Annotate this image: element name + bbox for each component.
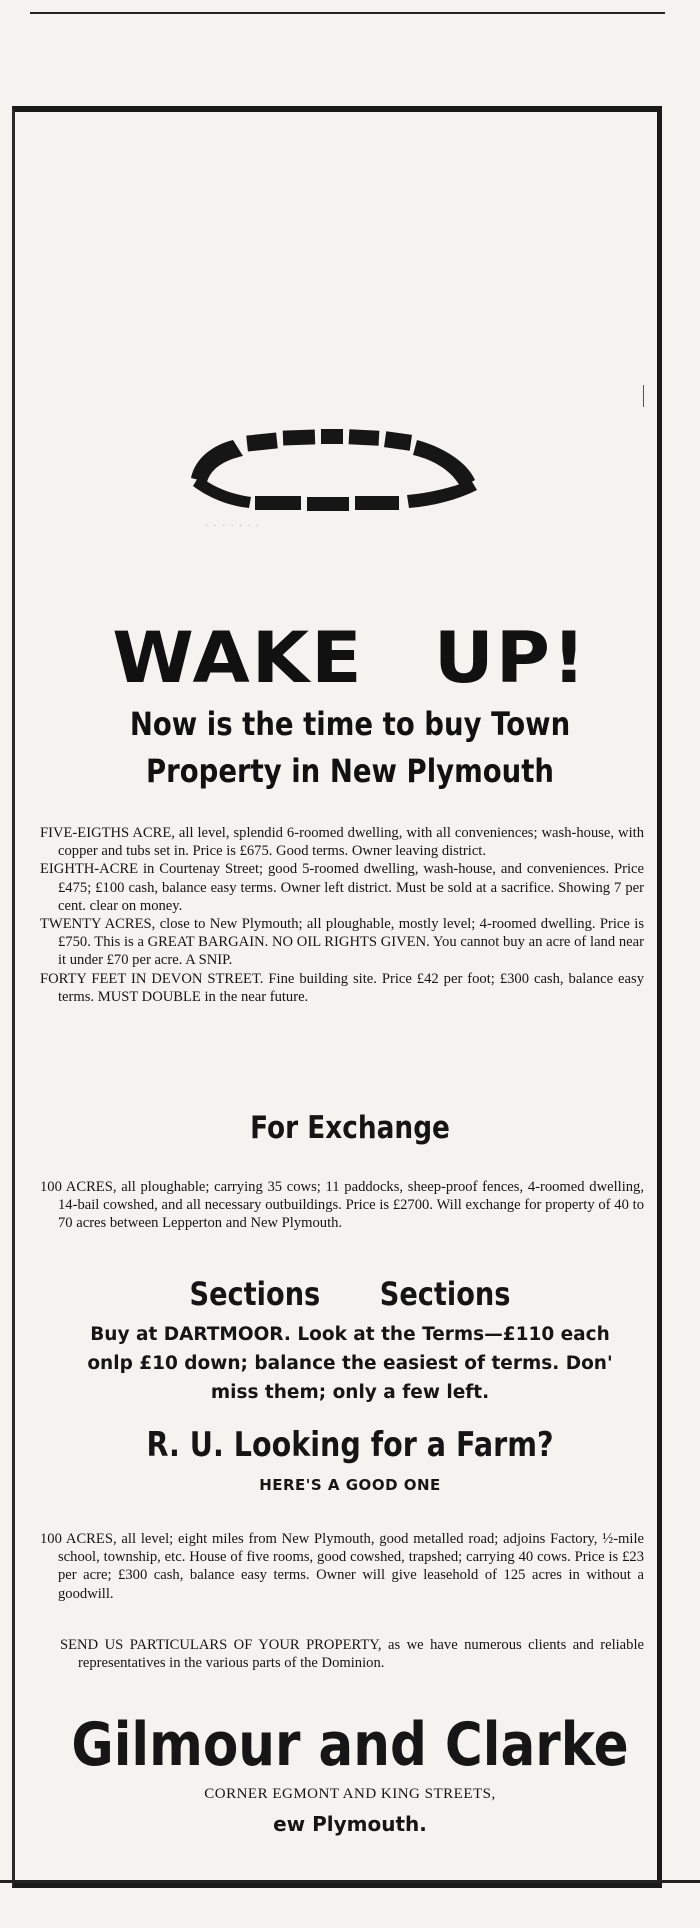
page-top-rule bbox=[30, 12, 665, 14]
farm-listing: 100 ACRES, all level; eight miles from New Plymouth, good metalled road; adjoins Factory, ½-mile school, township, etc. House of five rooms, good cowshed, trapshed; carrying 40 cows. Price is £23 per acre; £300 cash, balance easy terms. Owner will give leasehold of 125 acres in without a goodwill. bbox=[40, 1531, 644, 1602]
listing-twenty-acres: TWENTY ACRES, close to New Plymouth; all ploughable, mostly level; 4-roomed dwelling. Price is £750. This is a GREAT BARGAIN. NO OIL RIGHTS GIVEN. You cannot buy an acre of land near it under £70 per acre. A SNIP. bbox=[40, 916, 644, 969]
column-mark bbox=[643, 385, 644, 407]
headline bbox=[0, 617, 700, 699]
farm-subtitle: HERE'S A GOOD ONE bbox=[259, 1476, 441, 1494]
particulars-request: SEND US PARTICULARS OF YOUR PROPERTY, as we have numerous clients and reliable representatives in the various parts of the Dominion. bbox=[60, 1637, 644, 1672]
sections-title-right: Sections bbox=[379, 1275, 511, 1313]
farm-listing-block bbox=[40, 1530, 644, 1603]
sections-body-line-1: Buy at DARTMOOR. Look at the Terms—£110 each bbox=[90, 1324, 610, 1345]
farm-title: R. U. Looking for a Farm? bbox=[146, 1425, 554, 1465]
exchange-title: For Exchange bbox=[250, 1110, 450, 1146]
headline-word-up: UP! bbox=[433, 617, 588, 699]
oval-emblem-icon bbox=[185, 420, 495, 515]
sections-body bbox=[60, 1320, 640, 1407]
firm-name: Gilmour and Clarke bbox=[71, 1710, 629, 1780]
town-listings bbox=[40, 824, 644, 1006]
request-block bbox=[60, 1636, 644, 1672]
sections-body-line-2: onlp £10 down; balance the easiest of terms. Don' bbox=[87, 1353, 613, 1374]
sections-title-left: Sections bbox=[189, 1275, 321, 1313]
subheadline-line-1: Now is the time to buy Town bbox=[129, 705, 571, 743]
listing-eighth-acre: EIGHTH-ACRE in Courtenay Street; good 5-roomed dwelling, wash-house, and conveniences. Price £475; £100 cash, balance easy terms. Owner left district. Must be sold at a sacrifice. Showing 7 per cent. clear on money. bbox=[40, 861, 644, 914]
subheadline-line-2: Property in New Plymouth bbox=[145, 752, 555, 790]
firm-address: CORNER EGMONT AND KING STREETS, bbox=[204, 1786, 496, 1802]
page-bottom-rule bbox=[0, 1880, 700, 1883]
exchange-listing-block bbox=[40, 1178, 644, 1233]
faded-emblem-text: · · · · · · · bbox=[205, 520, 261, 532]
listing-five-eighths-acre: FIVE-EIGTHS ACRE, all level, splendid 6-roomed dwelling, with all conveniences; wash-house, with copper and tubs set in. Price is £675. Good terms. Owner leaving district. bbox=[40, 825, 644, 860]
exchange-listing: 100 ACRES, all ploughable; carrying 35 cows; 11 paddocks, sheep-proof fences, 4-roomed dwelling, 14-bail cowshed, and all necessary outbuildings. Price is £2700. Will exchange for property of 40 to 70 acres between Lepperton and New Plymouth. bbox=[40, 1179, 644, 1232]
headline-word-wake: WAKE bbox=[112, 617, 364, 699]
sections-title bbox=[53, 1275, 648, 1313]
firm-town: ew Plymouth. bbox=[273, 1812, 427, 1836]
listing-forty-feet: FORTY FEET IN DEVON STREET. Fine building site. Price £42 per foot; £300 cash, balance easy terms. MUST DOUBLE in the near future. bbox=[40, 970, 644, 1005]
sections-body-line-3: miss them; only a few left. bbox=[210, 1382, 490, 1403]
